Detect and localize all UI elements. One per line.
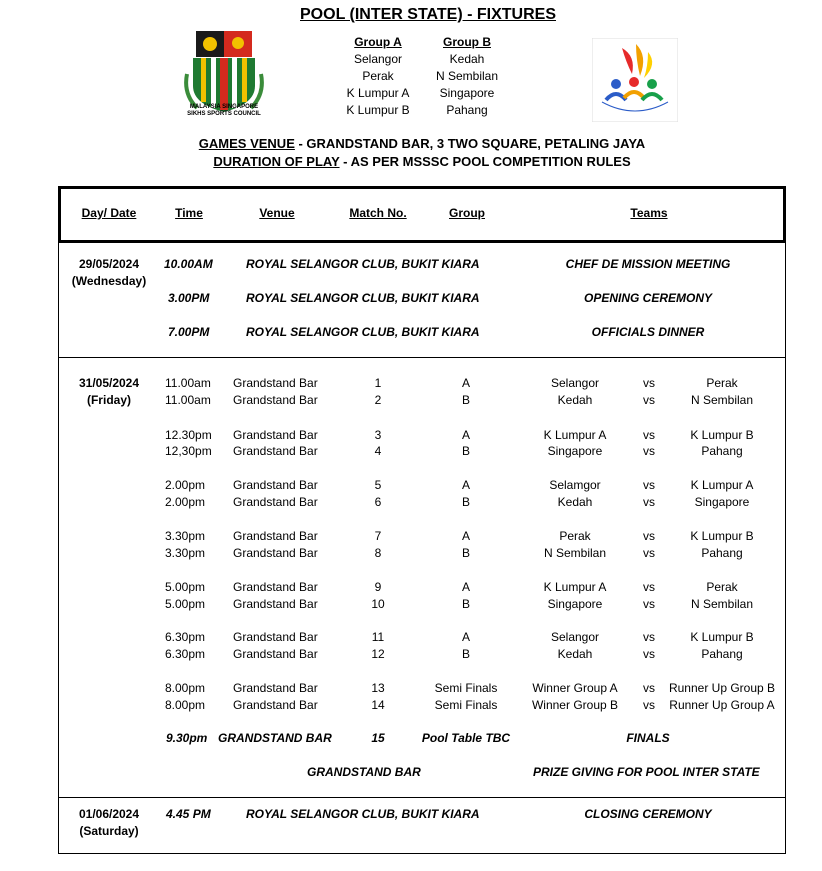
match-no: 13 (371, 681, 385, 695)
match-time: 2.00pm (165, 495, 206, 509)
col-day-date: Day/ Date (81, 206, 137, 220)
day3-date: 01/06/2024 (78, 807, 140, 821)
match-time: 5.00pm (165, 597, 206, 611)
event-venue: ROYAL SELANGOR CLUB, BUKIT KIARA (246, 257, 480, 271)
match-home: Kedah (557, 647, 593, 661)
closing-event: CLOSING CEREMONY (584, 807, 712, 821)
match-no: 3 (374, 428, 382, 442)
group-b-team: Pahang (446, 103, 488, 117)
match-away: N Sembilan (690, 597, 754, 611)
final-group: Pool Table TBC (421, 731, 511, 745)
col-match-no: Match No. (349, 206, 407, 220)
match-vs: vs (643, 647, 655, 661)
games-logo (592, 38, 678, 122)
match-time: 6.30pm (165, 647, 206, 661)
match-away: Pahang (701, 647, 743, 661)
match-group: A (461, 580, 470, 594)
match-no: 9 (374, 580, 382, 594)
msssc-logo (183, 28, 265, 124)
match-vs: vs (643, 698, 655, 712)
match-time: 3.30pm (165, 546, 206, 560)
event-time: 3.00PM (168, 291, 210, 305)
match-group: B (461, 495, 470, 509)
match-group: B (461, 597, 470, 611)
row-divider (58, 357, 785, 358)
match-group: A (461, 529, 470, 543)
match-vs: vs (643, 478, 655, 492)
match-venue: Grandstand Bar (233, 681, 318, 695)
event-name: CHEF DE MISSION MEETING (565, 257, 731, 271)
group-a-header: Group A (354, 35, 402, 49)
page-title: POOL (INTER STATE) - FIXTURES (300, 6, 556, 23)
match-away: K Lumpur B (690, 428, 754, 442)
group-b-list (424, 34, 510, 119)
match-group: A (461, 478, 470, 492)
match-away: N Sembilan (690, 393, 754, 407)
match-home: K Lumpur A (543, 428, 607, 442)
match-group: B (461, 546, 470, 560)
match-home: Kedah (557, 495, 593, 509)
duration-label: DURATION OF PLAY (213, 154, 340, 169)
event-time: 7.00PM (168, 325, 210, 339)
event-name: OPENING CEREMONY (583, 291, 712, 305)
match-no: 14 (371, 698, 385, 712)
day3-weekday: (Saturday) (79, 824, 139, 838)
match-away: Singapore (694, 495, 750, 509)
group-a-team: Selangor (353, 52, 403, 66)
match-vs: vs (643, 393, 655, 407)
event-time: 10.00AM (164, 257, 213, 271)
group-b-team: Singapore (439, 86, 495, 100)
match-away: Runner Up Group A (669, 698, 775, 712)
games-venue-label: GAMES VENUE (198, 136, 295, 151)
match-vs: vs (643, 681, 655, 695)
final-event: FINALS (626, 731, 670, 745)
match-no: 11 (371, 630, 385, 644)
match-home: Winner Group A (532, 681, 618, 695)
group-b-team: N Sembilan (435, 69, 499, 83)
match-venue: Grandstand Bar (233, 376, 318, 390)
match-vs: vs (643, 597, 655, 611)
match-home: Singapore (547, 444, 603, 458)
match-away: K Lumpur A (690, 478, 754, 492)
col-group: Group (449, 206, 485, 220)
match-venue: Grandstand Bar (233, 546, 318, 560)
match-no: 5 (374, 478, 382, 492)
match-no: 4 (374, 444, 382, 458)
final-venue: GRANDSTAND BAR (218, 731, 332, 745)
closing-venue: ROYAL SELANGOR CLUB, BUKIT KIARA (246, 807, 480, 821)
match-group: Semi Finals (434, 681, 498, 695)
match-home: N Sembilan (543, 546, 607, 560)
match-home: Winner Group B (531, 698, 619, 712)
games-venue-text: - GRANDSTAND BAR, 3 TWO SQUARE, PETALING JAYA (294, 136, 646, 151)
match-venue: Grandstand Bar (233, 597, 318, 611)
match-away: Pahang (701, 546, 743, 560)
group-a-list (336, 34, 420, 119)
col-venue: Venue (259, 206, 295, 220)
match-no: 12 (371, 647, 385, 661)
match-venue: Grandstand Bar (233, 478, 318, 492)
match-time: 6.30pm (165, 630, 206, 644)
final-time: 9.30pm (166, 731, 208, 745)
match-no: 2 (374, 393, 382, 407)
match-away: Perak (706, 580, 738, 594)
match-time: 11.00am (165, 376, 211, 390)
match-vs: vs (643, 444, 655, 458)
prize-event: PRIZE GIVING FOR POOL INTER STATE (533, 765, 760, 779)
match-home: Singapore (547, 597, 603, 611)
match-group: Semi Finals (434, 698, 498, 712)
group-b-team: Kedah (449, 52, 485, 66)
match-home: Selangor (550, 630, 600, 644)
match-away: K Lumpur B (690, 630, 754, 644)
logo-line-1: MALAYSIA SINGAPORE (189, 104, 259, 110)
prize-venue: GRANDSTAND BAR (307, 765, 421, 779)
match-vs: vs (643, 529, 655, 543)
games-flame-icon (592, 38, 678, 122)
col-teams: Teams (630, 206, 668, 220)
match-venue: Grandstand Bar (233, 444, 318, 458)
match-time: 8.00pm (165, 681, 206, 695)
match-no: 1 (374, 376, 382, 390)
match-venue: Grandstand Bar (233, 393, 318, 407)
match-vs: vs (643, 376, 655, 390)
event-venue: ROYAL SELANGOR CLUB, BUKIT KIARA (246, 291, 480, 305)
match-group: A (461, 630, 470, 644)
match-no: 6 (374, 495, 382, 509)
day2-date: 31/05/2024 (78, 376, 140, 390)
match-no: 8 (374, 546, 382, 560)
row-divider (58, 797, 785, 798)
event-venue: ROYAL SELANGOR CLUB, BUKIT KIARA (246, 325, 480, 339)
match-time: 3.30pm (165, 529, 206, 543)
match-away: Perak (706, 376, 738, 390)
group-a-team: K Lumpur A (346, 86, 410, 100)
match-no: 7 (374, 529, 382, 543)
match-group: A (461, 428, 470, 442)
match-group: B (461, 444, 470, 458)
match-time: 11.00am (165, 393, 211, 407)
match-vs: vs (643, 546, 655, 560)
match-home: Selamgor (549, 478, 601, 492)
match-home: Selangor (550, 376, 600, 390)
match-home: Kedah (557, 393, 593, 407)
duration-text: - AS PER MSSSC POOL COMPETITION RULES (339, 154, 631, 169)
games-venue-line (0, 136, 822, 151)
day1-weekday: (Wednesday) (71, 274, 147, 288)
match-vs: vs (643, 630, 655, 644)
match-venue: Grandstand Bar (233, 698, 318, 712)
match-venue: Grandstand Bar (233, 647, 318, 661)
match-time: 12,30pm (165, 444, 212, 458)
match-no: 10 (371, 597, 385, 611)
match-group: B (461, 393, 470, 407)
event-name: OFFICIALS DINNER (591, 325, 705, 339)
match-away: Runner Up Group B (668, 681, 776, 695)
match-home: K Lumpur A (543, 580, 607, 594)
match-time: 12.30pm (165, 428, 212, 442)
match-time: 5.00pm (165, 580, 206, 594)
group-b-header: Group B (443, 35, 491, 49)
day1-date: 29/05/2024 (78, 257, 140, 271)
match-away: Pahang (701, 444, 743, 458)
match-vs: vs (643, 428, 655, 442)
match-away: K Lumpur B (690, 529, 754, 543)
match-venue: Grandstand Bar (233, 529, 318, 543)
logo-line-2: SIKHS SPORTS COUNCIL (187, 111, 261, 117)
col-time: Time (175, 206, 203, 220)
final-match-no: 15 (371, 731, 385, 745)
match-venue: Grandstand Bar (233, 495, 318, 509)
day2-weekday: (Friday) (86, 393, 131, 407)
match-group: B (461, 647, 470, 661)
match-time: 8.00pm (165, 698, 206, 712)
match-vs: vs (643, 580, 655, 594)
match-vs: vs (643, 495, 655, 509)
group-a-team: K Lumpur B (346, 103, 410, 117)
match-venue: Grandstand Bar (233, 428, 318, 442)
match-venue: Grandstand Bar (233, 580, 318, 594)
duration-line (0, 154, 822, 169)
match-group: A (461, 376, 470, 390)
group-a-team: Perak (362, 69, 394, 83)
match-home: Perak (559, 529, 591, 543)
closing-time: 4.45 PM (166, 807, 211, 821)
match-time: 2.00pm (165, 478, 206, 492)
match-venue: Grandstand Bar (233, 630, 318, 644)
